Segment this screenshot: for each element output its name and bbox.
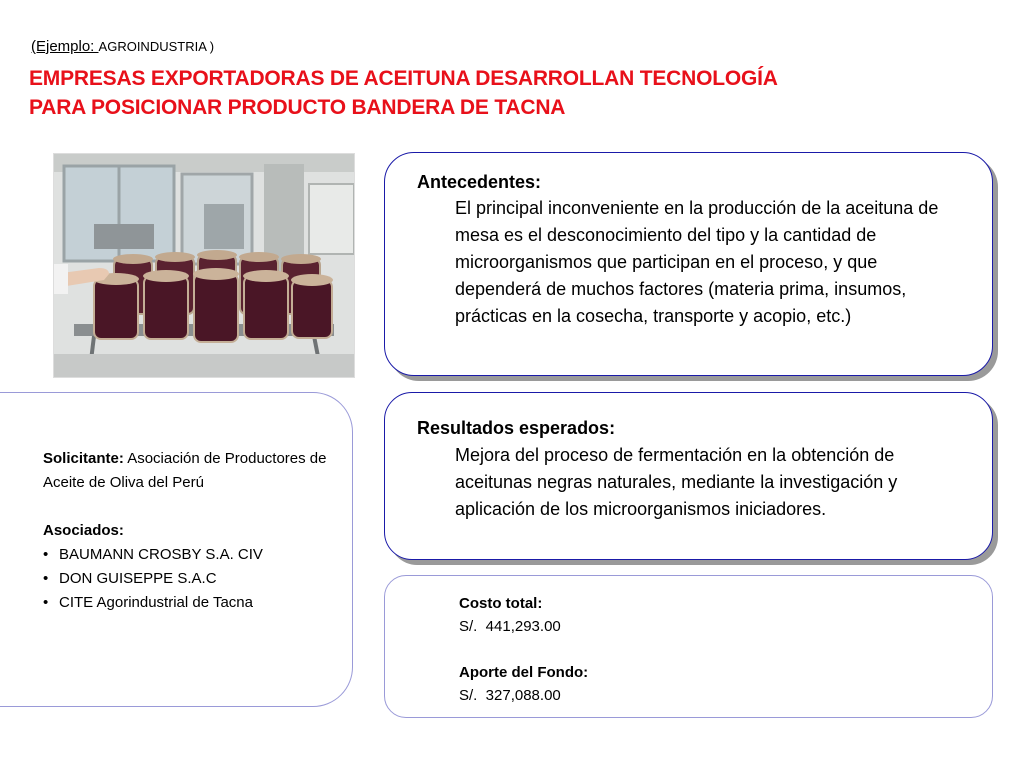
- asociados-list: [43, 543, 333, 615]
- aporte-fondo-value: S/. 327,088.00: [459, 687, 561, 704]
- asociados-label: Asociados:: [43, 522, 124, 539]
- costos-box: [384, 575, 993, 718]
- antecedentes-box: [384, 152, 993, 376]
- antecedentes-body: El principal inconveniente en la producción de la aceituna de mesa es el desconocimiento del tipo y la cantidad de microorganismos que participan en el proceso, y que dependerá de muchos factores (materia prima, insumos, prácticas en la cosecha, transporte y acopio, etc.): [455, 198, 939, 326]
- kicker-sector: AGROINDUSTRIA ): [98, 39, 215, 54]
- antecedentes-title: Antecedentes:: [417, 172, 542, 192]
- aporte-fondo-label: Aporte del Fondo:: [459, 664, 589, 681]
- olive-fermentation-photo: [53, 153, 355, 378]
- solicitante-label: Solicitante:: [43, 450, 124, 467]
- costo-total-label: Costo total:: [459, 595, 543, 612]
- asociado-item: • CITE Agorindustrial de Tacna: [43, 591, 333, 615]
- asociado-item: • DON GUISEPPE S.A.C: [43, 567, 333, 591]
- resultados-title: Resultados esperados:: [417, 418, 616, 438]
- slide-title: [29, 64, 929, 122]
- slide-title-line-2: PARA POSICIONAR PRODUCTO BANDERA DE TACNA: [29, 96, 566, 119]
- slide-title-line-1: EMPRESAS EXPORTADORAS DE ACEITUNA DESARROLLAN TECNOLOGÍA: [29, 67, 778, 90]
- costos-text: [459, 592, 588, 707]
- solicitante-value: Asociación de Productores de Aceite de Oliva del Perú: [43, 450, 327, 491]
- solicitante-box: [0, 392, 353, 707]
- resultados-box: [384, 392, 993, 560]
- resultados-body: Mejora del proceso de fermentación en la obtención de aceitunas negras naturales, mediante la investigación y aplicación de los microorganismos iniciadores.: [455, 445, 898, 519]
- slide-kicker: [31, 38, 214, 56]
- costo-total-value: S/. 441,293.00: [459, 618, 561, 635]
- asociado-item: • BAUMANN CROSBY S.A. CIV: [43, 543, 333, 567]
- solicitante-text: [43, 447, 333, 615]
- kicker-example-label: (Ejemplo:: [31, 38, 99, 55]
- solicitante-line: [43, 447, 333, 495]
